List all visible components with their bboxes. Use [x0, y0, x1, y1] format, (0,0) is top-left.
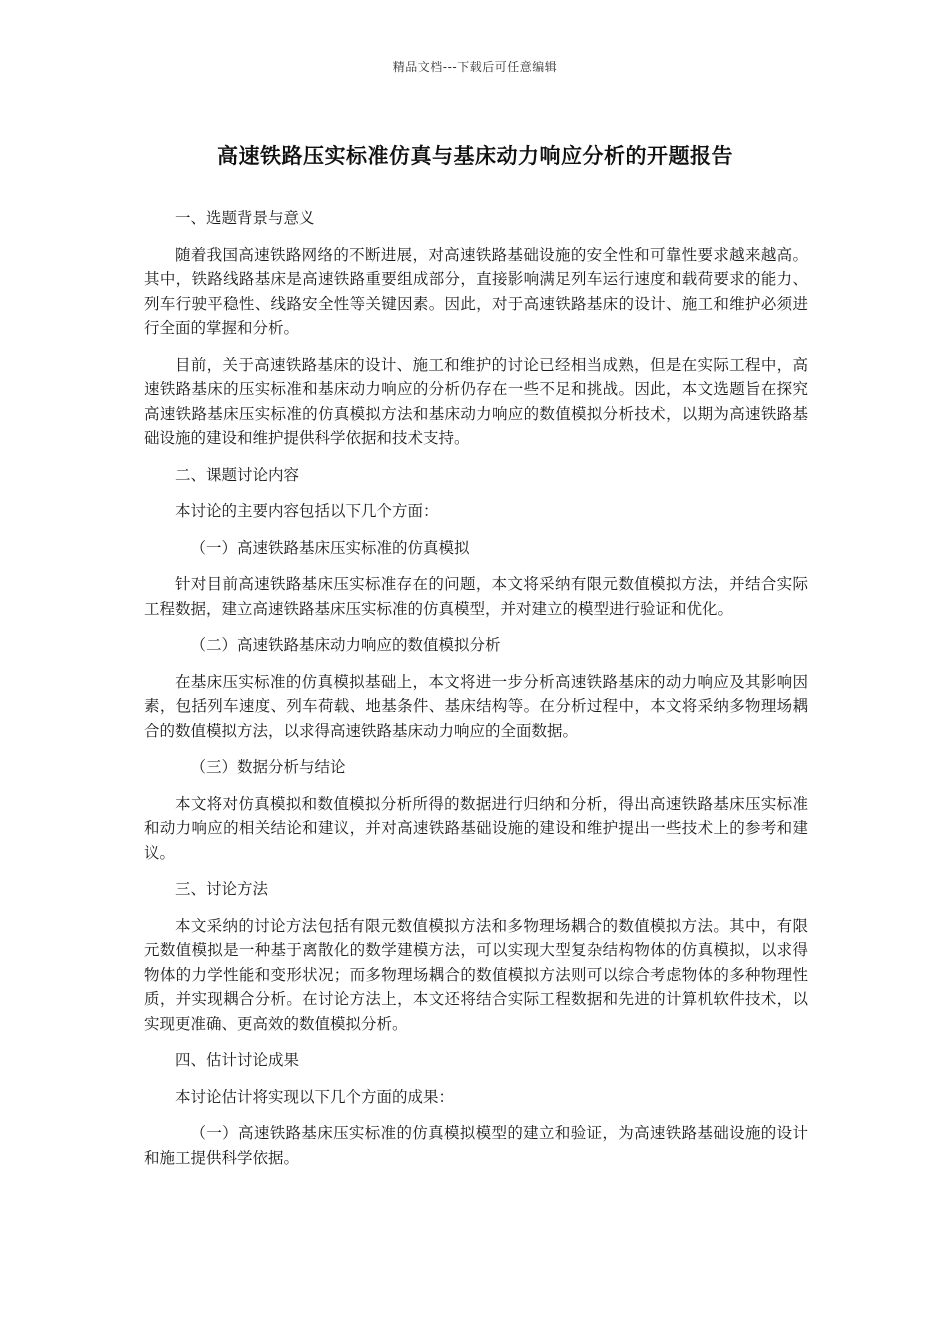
- body-paragraph: 本文采纳的讨论方法包括有限元数值模拟方法和多物理场耦合的数值模拟方法。其中，有限元数值模拟是一种基于离散化的数学建模方法，可以实现大型复杂结构物体的仿真模拟，以求得物体的力学性能和变形状况；而多物理场耦合的数值模拟方法则可以综合考虑物体的多种物理性质，并实现耦合分析。在讨论方法上，本文还将结合实际工程数据和先进的计算机软件技术，以实现更准确、更高效的数值模拟分析。: [144, 916, 808, 1033]
- section-heading-background: 一、选题背景与意义: [175, 209, 315, 227]
- document-body: [144, 206, 808, 1182]
- body-paragraph: 随着我国高速铁路网络的不断进展，对高速铁路基础设施的安全性和可靠性要求越来越高。其中，铁路线路基床是高速铁路重要组成部分，直接影响满足列车运行速度和载荷要求的能力、列车行驶平稳性、线路安全性等关键因素。因此，对于高速铁路基床的设计、施工和维护必须进行全面的掌握和分析。: [144, 245, 808, 337]
- subsection-heading: （二）高速铁路基床动力响应的数值模拟分析: [190, 636, 501, 654]
- body-paragraph: 针对目前高速铁路基床压实标准存在的问题，本文将采纳有限元数值模拟方法，并结合实际工程数据，建立高速铁路基床压实标准的仿真模型，并对建立的模型进行验证和优化。: [144, 575, 808, 618]
- section-heading-methods: 三、讨论方法: [175, 880, 269, 898]
- body-paragraph: 本文将对仿真模拟和数值模拟分析所得的数据进行归纳和分析，得出高速铁路基床压实标准和动力响应的相关结论和建议，并对高速铁路基础设施的建设和维护提出一些技术上的参考和建议。: [144, 794, 808, 862]
- body-paragraph: （一）高速铁路基床压实标准的仿真模拟模型的建立和验证，为高速铁路基础设施的设计和施工提供科学依据。: [144, 1124, 808, 1167]
- body-paragraph: 在基床压实标准的仿真模拟基础上，本文将进一步分析高速铁路基床的动力响应及其影响因素，包括列车速度、列车荷载、地基条件、基床结构等。在分析过程中，本文将采纳多物理场耦合的数值模拟方法，以求得高速铁路基床动力响应的全面数据。: [144, 672, 808, 740]
- subsection-heading: （一）高速铁路基床压实标准的仿真模拟: [190, 538, 470, 557]
- section-heading-content: 二、课题讨论内容: [175, 465, 300, 484]
- body-paragraph: 目前，关于高速铁路基床的设计、施工和维护的讨论已经相当成熟，但是在实际工程中，高速铁路基床的压实标准和基床动力响应的分析仍存在一些不足和挑战。因此，本文选题旨在探究高速铁路基床压实标准的仿真模拟方法和基床动力响应的数值模拟分析技术，以期为高速铁路基础设施的建设和维护提供科学依据和技术支持。: [144, 355, 808, 447]
- subsection-heading: （三）数据分析与结论: [190, 758, 346, 776]
- document-title: 高速铁路压实标准仿真与基床动力响应分析的开题报告: [217, 144, 733, 168]
- header-note: 精品文档---下载后可任意编辑: [392, 60, 558, 74]
- body-paragraph: 本讨论的主要内容包括以下几个方面：: [175, 502, 439, 520]
- body-paragraph: 本讨论估计将实现以下几个方面的成果：: [175, 1087, 455, 1106]
- section-heading-outcomes: 四、估计讨论成果: [175, 1051, 300, 1069]
